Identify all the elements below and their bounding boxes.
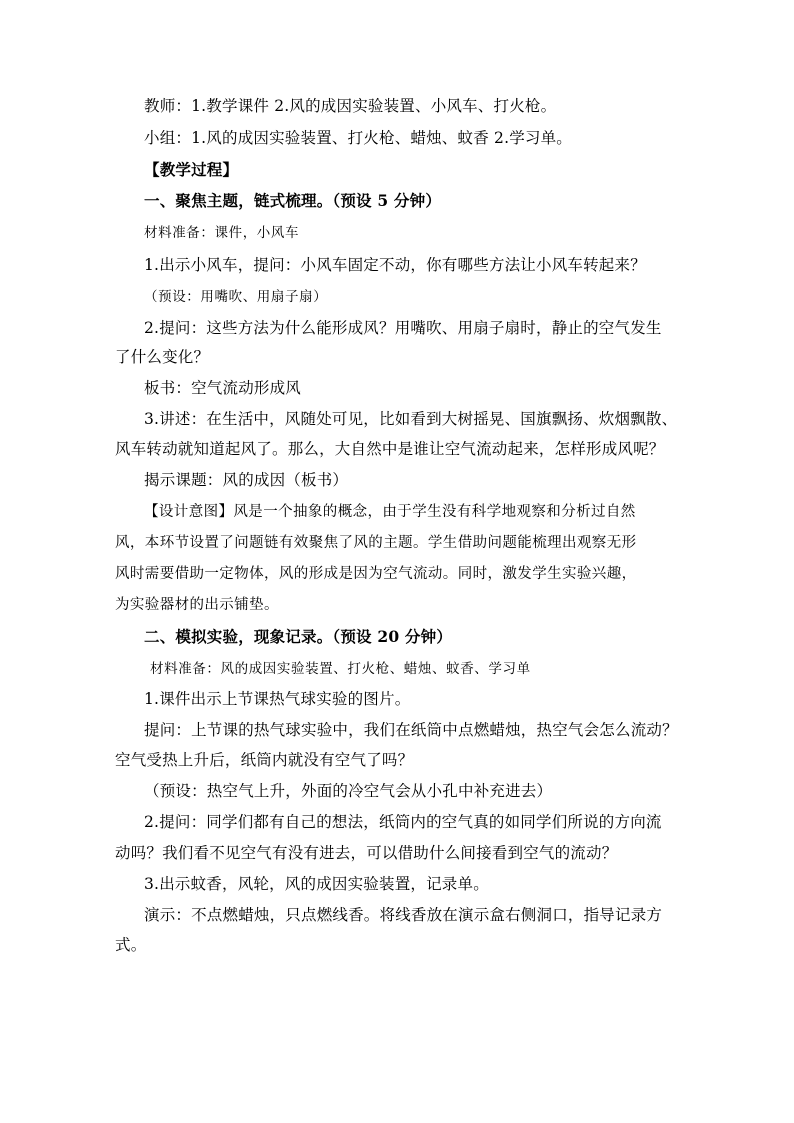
design-intent-line-3: 风时需要借助一定物体，风的形成是因为空气流动。同时，激发学生实验兴趣， (115, 566, 637, 582)
step-2-2-continued: 动吗？我们看不见空气有没有进去，可以借助什么间接看到空气的流动？ (115, 844, 618, 862)
step-2: 2.提问：这些方法为什么能形成风？用嘴吹、用扇子扇时，静止的空气发生 (144, 319, 662, 337)
question-hot-air-continued: 空气受热上升后，纸筒内就没有空气了吗？ (115, 751, 414, 769)
step-3: 3.讲述：在生活中，风随处可见，比如看到大树摇晃、国旗飘扬、炊烟飘散、 (144, 410, 678, 428)
group-materials: 小组：1.风的成因实验装置、打火枪、蜡烛、蚊香 2.学习单。 (144, 129, 573, 147)
heading-part-one: 一、聚焦主题，链式梳理。（预设 5 分钟） (144, 191, 442, 210)
design-intent-line-1: 【设计意图】风是一个抽象的概念，由于学生没有科学地观察和分析过自然 (144, 504, 636, 520)
topic-reveal: 揭示课题：风的成因（板书） (144, 471, 349, 489)
teacher-materials: 教师：1.教学课件 2.风的成因实验装置、小风车、打火枪。 (144, 97, 557, 115)
step-2-3: 3.出示蚊香，风轮，风的成因实验装置，记录单。 (144, 875, 489, 893)
section-teaching-process: 【教学过程】 (144, 160, 239, 179)
materials-part-two: 材料准备：风的成因实验装置、打火枪、蜡烛、蚊香、学习单 (150, 661, 531, 677)
step-3-continued: 风车转动就知道起风了。那么，大自然中是谁让空气流动起来，怎样形成风呢？ (115, 440, 665, 458)
step-1: 1.出示小风车，提问：小风车固定不动，你有哪些方法让小风车转起来？ (144, 256, 646, 274)
board-note-1: 板书：空气流动形成风 (144, 379, 302, 397)
demonstration-continued: 式。 (115, 936, 147, 954)
step-2-1: 1.课件出示上节课热气球实验的图片。 (144, 690, 411, 708)
preset-answer-2: （预设：热空气上升，外面的冷空气会从小孔中补充进去） (144, 782, 553, 800)
step-2-continued: 了什么变化？ (115, 348, 210, 366)
question-hot-air: 提问：上节课的热气球实验中，我们在纸筒中点燃蜡烛，热空气会怎么流动？ (144, 721, 678, 739)
design-intent-line-2: 风，本环节设置了问题链有效聚焦了风的主题。学生借助问题能梳理出观察无形 (115, 535, 637, 551)
materials-part-one: 材料准备：课件，小风车 (144, 225, 300, 241)
preset-answer-1: （预设：用嘴吹、用扇子扇） (144, 289, 328, 305)
heading-part-two: 二、模拟实验，现象记录。（预设 20 分钟） (144, 627, 453, 646)
design-intent-line-4: 为实验器材的出示铺垫。 (115, 597, 279, 613)
demonstration: 演示：不点燃蜡烛，只点燃线香。将线香放在演示盒右侧洞口，指导记录方 (144, 906, 663, 924)
step-2-2: 2.提问：同学们都有自己的想法，纸筒内的空气真的如同学们所说的方向流 (144, 813, 662, 831)
